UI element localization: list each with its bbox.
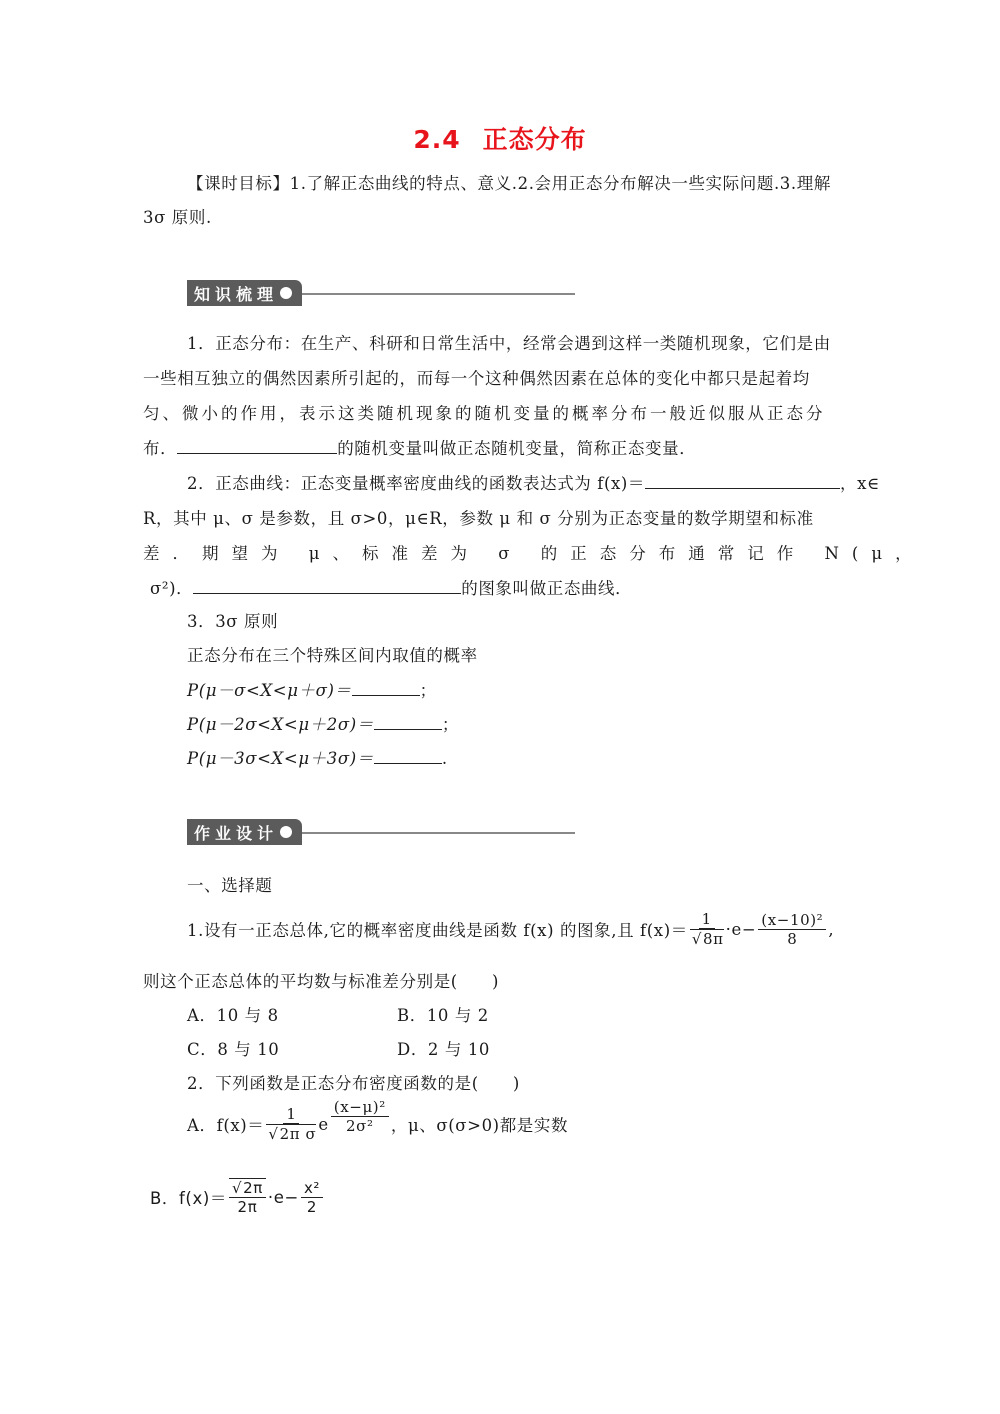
fraction: 1 √ 2π σ <box>266 1105 316 1143</box>
question-1-stem: 则这个正态总体的平均数与标准差分别是( ) <box>143 972 500 991</box>
dot-icon <box>280 826 292 838</box>
option-d[interactable]: D．2 与 10 <box>397 1040 491 1059</box>
fill-blank[interactable] <box>352 679 420 696</box>
section-tag: 作业设计 <box>187 819 302 845</box>
probability-1: P(μ－σ<X<μ＋σ)＝ ； <box>187 681 437 700</box>
knowledge-p1-line2: 一些相互独立的偶然因素所引起的，而每一个这种偶然因素在总体的变化中都只是起着均 <box>143 369 810 388</box>
knowledge-p1-line1: 1．正态分布：在生产、科研和日常生活中，经常会遇到这样一类随机现象，它们是由 <box>187 334 831 353</box>
question-2-option-a[interactable]: A．f(x)＝ 1 √ 2π σ e $\frac{\text{(x−μ)²}}{\text{2σ²}}$ ，μ、σ(σ>0)都是实数 <box>187 1105 568 1143</box>
part-title: 一、选择题 <box>187 876 273 895</box>
fraction: $\frac{\text{(x−μ)²}}{\text{2σ²}}$ <box>331 1098 389 1135</box>
knowledge-p2-line4: σ²)． 的图象叫做正态曲线． <box>150 579 633 598</box>
objectives-line-2: 3σ 原则. <box>143 208 212 227</box>
section-number: 2.4 <box>413 125 461 154</box>
rule-3sigma-title: 3．3σ 原则 <box>187 612 279 631</box>
fill-blank[interactable] <box>374 747 442 764</box>
knowledge-p2-line2: R，其中 μ、σ 是参数，且 σ>0，μ∈R，参数 μ 和 σ 分别为正态变量的数学期望和标准 <box>143 509 814 528</box>
fill-blank[interactable] <box>374 713 442 730</box>
section-title: 正态分布 <box>482 125 587 154</box>
option-b[interactable]: B．10 与 2 <box>397 1006 489 1025</box>
section-tag: 知识梳理 <box>187 280 302 306</box>
question-2: 2．下列函数是正态分布密度函数的是( ) <box>187 1074 520 1093</box>
option-a[interactable]: A．10 与 8 <box>187 1006 279 1025</box>
fill-blank[interactable] <box>193 577 461 594</box>
option-c[interactable]: C．8 与 10 <box>187 1040 280 1059</box>
objectives-label: 【课时目标】 <box>187 174 290 193</box>
fraction: $\frac{\text{x²}}{2}$ <box>301 1179 323 1216</box>
knowledge-p2-line3: 差．期望为 μ、标准差为 σ 的正态分布通常记作 N(μ， <box>143 544 925 563</box>
question-1: 1.设有一正态总体,它的概率密度曲线是函数 f(x) 的图象,且 f(x)＝ 1 √ 8π ·e− $\frac{\text{(x−10)²}}{8}$ , <box>187 910 834 948</box>
question-2-option-b[interactable]: B．f(x)＝ √ $\frac{2\pi}{2\pi}$ ·e− $\frac{\text{x²}}{2}$ <box>150 1178 325 1216</box>
section-header-knowledge <box>187 280 575 306</box>
objectives-line-1: 【课时目标】1.了解正态曲线的特点、意义.2.会用正态分布解决一些实际问题.3.理解 <box>187 174 831 193</box>
knowledge-p1-line4: 布． 的随机变量叫做正态随机变量，简称正态变量． <box>143 439 697 458</box>
fraction: √ $\frac{2\pi}{2\pi}$ <box>229 1178 266 1216</box>
page-title <box>0 120 1000 156</box>
fill-blank[interactable] <box>645 472 840 489</box>
fraction: 1 √ 8π <box>690 910 724 948</box>
fill-blank[interactable] <box>177 437 337 454</box>
knowledge-p2-line1: 2．正态曲线：正态变量概率密度曲线的函数表达式为 f(x)＝ ，x∈ <box>187 474 880 493</box>
probability-2: P(μ－2σ<X<μ＋2σ)＝ ； <box>187 715 459 734</box>
divider <box>302 293 575 295</box>
divider <box>302 832 575 834</box>
knowledge-p1-line3: 匀、微小的作用，表示这类随机现象的随机变量的概率分布一般近似服从正态分 <box>143 404 826 423</box>
section-header-homework <box>187 819 575 845</box>
fraction: $\frac{\text{(x−10)²}}{8}$ <box>758 911 826 948</box>
dot-icon <box>280 287 292 299</box>
probability-3: P(μ－3σ<X<μ＋3σ)＝ . <box>187 749 448 768</box>
rule-3sigma-intro: 正态分布在三个特殊区间内取值的概率 <box>187 646 478 665</box>
